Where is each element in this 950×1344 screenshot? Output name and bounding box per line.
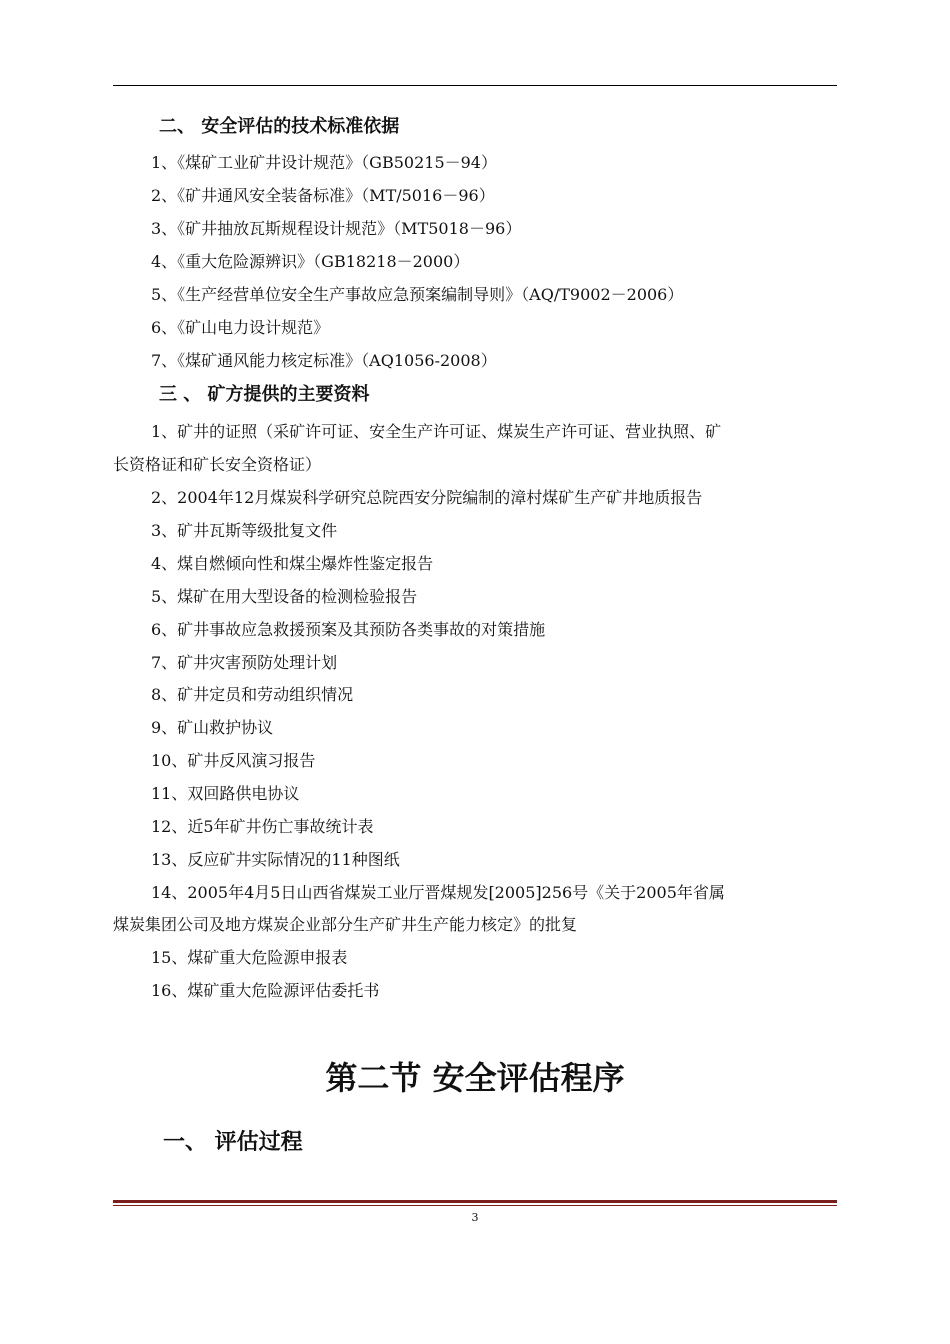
list-item: 10、矿井反风演习报告 [151,751,316,770]
page-number: 3 [471,1211,479,1224]
list-item: 9、矿山救护协议 [151,718,274,737]
footer-rule [113,1200,837,1203]
list-item: 15、煤矿重大危险源申报表 [151,948,348,967]
list-item: 2、2004年12月煤炭科学研究总院西安分院编制的漳村煤矿生产矿井地质报告 [151,488,703,507]
list-item: 7、《煤矿通风能力核定标准》（AQ1056-2008） [151,351,497,370]
list-item: 4、煤自燃倾向性和煤尘爆炸性鉴定报告 [151,554,434,573]
list-item: 11、双回路供电协议 [151,784,300,803]
list-item: 13、反应矿井实际情况的11种图纸 [151,850,400,869]
list-item: 3、《矿井抽放瓦斯规程设计规范》（MT5018－96） [151,219,522,238]
list-item: 3、矿井瓦斯等级批复文件 [151,521,338,540]
list-item: 12、近5年矿井伤亡事故统计表 [151,817,374,836]
list-item: 4、《重大危险源辨识》（GB18218－2000） [151,252,470,271]
list-item: 7、矿井灾害预防处理计划 [151,653,338,672]
list-item: 1、矿井的证照（采矿许可证、安全生产许可证、煤炭生产许可证、营业执照、矿 [151,422,722,441]
list-item: 2、《矿井通风安全装备标准》（MT/5016－96） [151,186,495,205]
list-item: 6、矿井事故应急救援预案及其预防各类事故的对策措施 [151,620,546,639]
list-item-continuation: 煤炭集团公司及地方煤炭企业部分生产矿井生产能力核定》的批复 [113,915,578,934]
header-rule [113,85,837,86]
list-item: 1、《煤矿工业矿井设计规范》（GB50215－94） [151,153,497,172]
chapter-title: 第二节 安全评估程序 [325,1059,625,1097]
list-item: 14、2005年4月5日山西省煤炭工业厅晋煤规发[2005]256号《关于2005年省属 [151,883,725,902]
section-heading-materials: 三 、 矿方提供的主要资料 [159,384,370,405]
list-item: 16、煤矿重大危险源评估委托书 [151,981,380,1000]
list-item: 6、《矿山电力设计规范》 [151,318,330,337]
section-heading-standards: 二、 安全评估的技术标准依据 [159,116,400,137]
list-item: 8、矿井定员和劳动组织情况 [151,685,354,704]
sub-heading-process: 一、 评估过程 [163,1129,303,1155]
list-item: 5、《生产经营单位安全生产事故应急预案编制导则》（AQ/T9002－2006） [151,285,684,304]
list-item-continuation: 长资格证和矿长安全资格证） [113,455,322,474]
footer-rule-thin [113,1205,837,1206]
list-item: 5、煤矿在用大型设备的检测检验报告 [151,587,418,606]
